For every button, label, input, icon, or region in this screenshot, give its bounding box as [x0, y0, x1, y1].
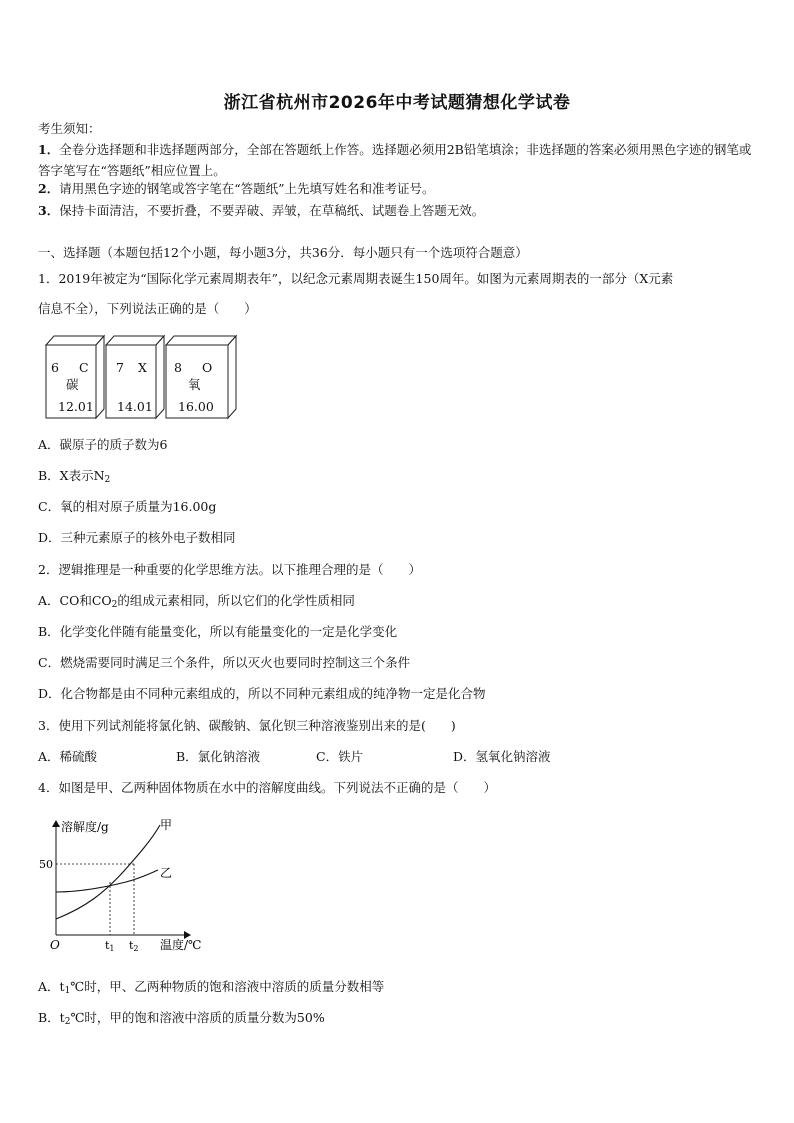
q1-option-b	[38, 468, 110, 484]
q2-option-a	[38, 593, 355, 609]
page-title: 浙江省杭州市2026年中考试题猜想化学试卷	[223, 93, 571, 113]
element-symbol: X	[138, 360, 147, 375]
solubility-graph	[36, 815, 216, 957]
q2-option-c: C．燃烧需要同时满足三个条件，所以灭火也要同时控制这三个条件	[38, 655, 411, 670]
periodic-table-figure	[40, 330, 242, 422]
curve-jia-label: 甲	[160, 818, 173, 832]
subscript: 2	[64, 1017, 71, 1027]
q4-option-b-text-end: ℃时，甲的饱和溶液中溶质的质量分数为50%	[70, 1010, 325, 1025]
element-name: 氧	[188, 377, 201, 392]
curve-yi-label: 乙	[160, 866, 173, 880]
q1-option-d: D．三种元素原子的核外电子数相同	[38, 530, 236, 545]
x-tick-t2: t2	[129, 939, 139, 953]
subscript: 2	[104, 475, 111, 485]
element-number: 7	[116, 360, 124, 375]
q1-option-c: C．氧的相对原子质量为16.00g	[38, 499, 217, 514]
q4-option-b	[38, 1010, 325, 1026]
q3-option-a: A．稀硫酸	[38, 749, 98, 764]
element-mass: 14.01	[117, 399, 153, 414]
curve-jia	[56, 825, 160, 919]
element-mass: 12.01	[58, 399, 94, 414]
q4-stem: 4．如图是甲、乙两种固体物质在水中的溶解度曲线。下列说法不正确的是（ ）	[38, 780, 496, 795]
element-number: 6	[51, 360, 59, 375]
element-name: 碳	[66, 377, 79, 392]
q3-option-c: C．铁片	[316, 749, 364, 764]
q1-stem-line2: 信息不全），下列说法正确的是（ ）	[38, 301, 257, 316]
q1-option-b-text: B．X表示N	[38, 468, 105, 483]
q3-option-d: D．氢氧化钠溶液	[453, 749, 551, 764]
notice-item-2	[38, 181, 435, 197]
q2-option-a-text: A．CO和CO	[38, 593, 112, 608]
notice-item-num: 1．	[38, 142, 60, 157]
q4-option-a	[38, 979, 384, 995]
q1-stem-line1: 1．2019年被定为“国际化学元素周期表年”，以纪念元素周期表诞生150周年。如图为元素周期表的一部分（X元素	[38, 271, 674, 286]
section-heading: 一、选择题（本题包括12个小题，每小题3分，共36分．每小题只有一个选项符合题意）	[38, 245, 528, 260]
y-tick-50: 50	[39, 858, 53, 871]
subscript: 2	[111, 600, 118, 610]
q4-option-a-text: A．t	[38, 979, 65, 994]
q2-option-d: D．化合物都是由不同种元素组成的，所以不同种元素组成的纯净物一定是化合物	[38, 686, 486, 701]
notice-item-3	[38, 203, 484, 219]
element-mass: 16.00	[178, 399, 214, 414]
notice-item-1	[38, 139, 758, 181]
notice-item-text: 全卷分选择题和非选择题两部分，全部在答题纸上作答。选择题必须用2B铅笔填涂；非选择题的答案必须用黑色字迹的钢笔或答字笔写在“答题纸”相应位置上。	[38, 142, 752, 178]
element-number: 8	[174, 360, 182, 375]
notice-item-text: 请用黑色字迹的钢笔或答字笔在“答题纸”上先填写姓名和准考证号。	[59, 181, 435, 196]
origin-label: O	[50, 938, 60, 952]
q2-option-b: B．化学变化伴随有能量变化，所以有能量变化的一定是化学变化	[38, 624, 398, 639]
x-axis-label: 温度/℃	[160, 938, 202, 952]
notice-item-text: 保持卡面清洁，不要折叠，不要弄破、弄皱，在草稿纸、试题卷上答题无效。	[59, 203, 485, 218]
q1-option-a: A．碳原子的质子数为6	[38, 437, 168, 452]
subscript: 1	[64, 986, 71, 996]
y-axis-label: 溶解度/g	[61, 820, 109, 834]
notice-item-num: 3．	[38, 203, 60, 218]
element-symbol: C	[79, 360, 89, 375]
q2-option-a-text-end: 的组成元素相同，所以它们的化学性质相同	[117, 593, 355, 608]
notice-heading: 考生须知：	[38, 121, 101, 136]
q3-option-b: B．氯化钠溶液	[176, 749, 261, 764]
notice-item-num: 2．	[38, 181, 60, 196]
q4-option-b-text: B．t	[38, 1010, 65, 1025]
q2-stem: 2．逻辑推理是一种重要的化学思维方法。以下推理合理的是（ ）	[38, 562, 421, 577]
element-symbol: O	[202, 360, 213, 375]
x-tick-t1: t1	[105, 939, 115, 953]
q3-stem: 3．使用下列试剂能将氯化钠、碳酸钠、氯化钡三种溶液鉴别出来的是( )	[38, 718, 456, 733]
q4-option-a-text-end: ℃时，甲、乙两种物质的饱和溶液中溶质的质量分数相等	[70, 979, 385, 994]
